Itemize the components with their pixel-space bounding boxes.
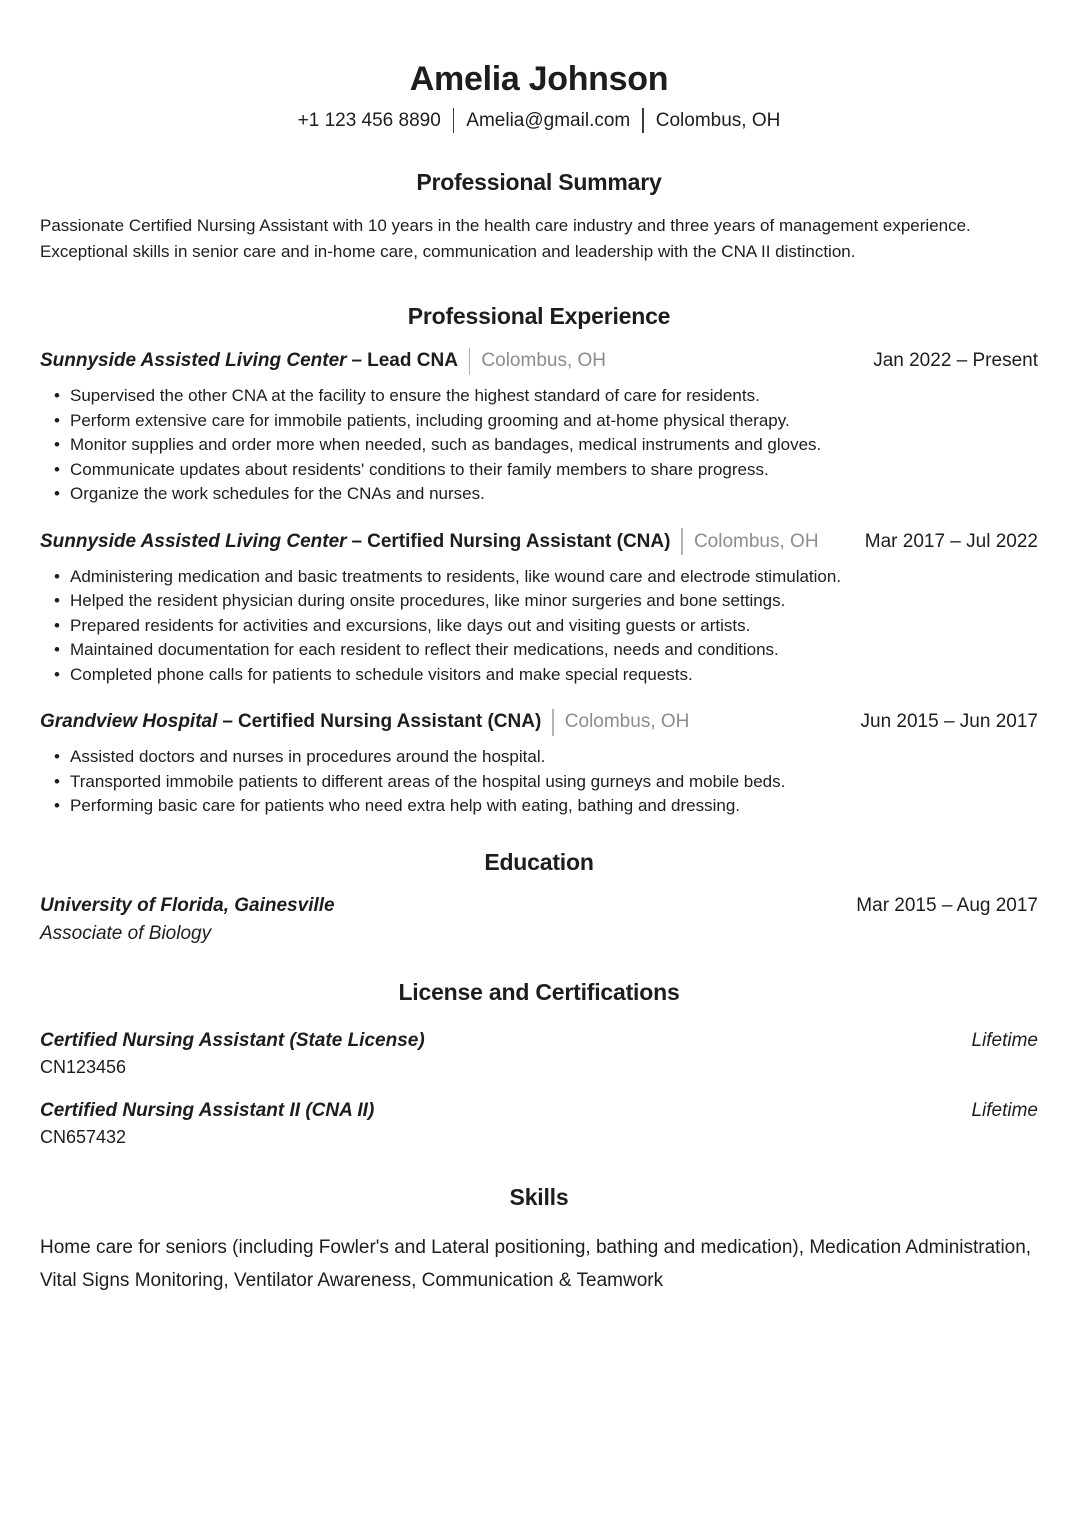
job-bullet: • Communicate updates about residents' conditions to their family members to share progress. [40, 458, 1038, 483]
section-education [40, 849, 1038, 945]
job-header [40, 708, 1038, 736]
job-bullet: • Monitor supplies and order more when needed, such as bandages, medical instruments and gloves. [40, 433, 1038, 458]
contact-phone: +1 123 456 8890 [297, 109, 441, 131]
job-divider [552, 709, 554, 736]
job-dates: Jan 2022 – Present [873, 350, 1038, 372]
job-header [40, 528, 1038, 556]
job-divider [469, 348, 471, 375]
job-dash: – [351, 350, 363, 372]
education-degree: Associate of Biology [40, 922, 212, 944]
education-entry [40, 895, 1038, 917]
certification-entry [40, 1030, 1038, 1078]
certification-validity: Lifetime [971, 1029, 1038, 1051]
education-school: University of Florida, Gainesville [40, 894, 335, 916]
job-bullet-list [40, 745, 1038, 819]
job-company: Grandview Hospital [40, 711, 218, 733]
job-role: Certified Nursing Assistant (CNA) [367, 530, 671, 552]
job-bullet: • Completed phone calls for patients to schedule visitors and make special requests. [40, 663, 1038, 688]
job-bullet: • Prepared residents for activities and excursions, like days out and visiting guests or artists. [40, 614, 1038, 639]
job-entry [40, 347, 1038, 507]
job-dates: Jun 2015 – Jun 2017 [860, 711, 1038, 733]
certification-row [40, 1100, 1038, 1122]
job-bullet-list [40, 384, 1038, 507]
skills-heading: Skills [509, 1183, 569, 1210]
contact-email: Amelia@gmail.com [466, 109, 631, 131]
job-bullet: • Assisted doctors and nurses in procedures around the hospital. [40, 745, 1038, 770]
job-bullet: • Perform extensive care for immobile patients, including grooming and at-home physical therapy. [40, 409, 1038, 434]
certification-validity: Lifetime [971, 1099, 1038, 1121]
section-certifications [40, 979, 1038, 1148]
contact-line [40, 108, 1038, 133]
job-location: Colombus, OH [564, 711, 690, 733]
resume-header [40, 60, 1038, 133]
job-company: Sunnyside Assisted Living Center [40, 530, 347, 552]
candidate-name: Amelia Johnson [409, 60, 669, 98]
job-bullet: • Helped the resident physician during onsite procedures, like minor surgeries and bone settings. [40, 589, 1038, 614]
summary-heading: Professional Summary [416, 169, 662, 196]
job-entry [40, 528, 1038, 688]
job-bullet: • Administering medication and basic treatments to residents, like wound care and electrode stimulation. [40, 565, 1038, 590]
summary-text: Passionate Certified Nursing Assistant with 10 years in the health care industry and three years of management experience. Exceptional skills in senior care and in-home care, communication and leadership with the CNA II distinction. [40, 216, 971, 262]
contact-divider [453, 108, 455, 133]
section-professional-summary [40, 169, 1038, 265]
job-bullet: • Organize the work schedules for the CNAs and nurses. [40, 482, 1038, 507]
job-entry [40, 708, 1038, 819]
job-dash: – [222, 711, 233, 733]
job-bullet: • Transported immobile patients to different areas of the hospital using gurneys and mobile beds. [40, 770, 1038, 795]
certification-row [40, 1030, 1038, 1052]
job-bullet: • Performing basic care for patients who need extra help with eating, bathing and dressing. [40, 794, 1038, 819]
job-company: Sunnyside Assisted Living Center [40, 350, 347, 372]
job-role: Certified Nursing Assistant (CNA) [237, 711, 542, 733]
certification-entry [40, 1100, 1038, 1148]
contact-divider [642, 108, 644, 133]
experience-heading: Professional Experience [407, 303, 671, 330]
section-skills [40, 1184, 1038, 1297]
skills-text: Home care for seniors (including Fowler's and Lateral positioning, bathing and medication), Medication Administration, Vital Signs Monitoring, Ventilator Awareness, Communication & Teamwork [40, 1236, 1032, 1291]
certification-number: CN657432 [40, 1126, 127, 1147]
education-heading: Education [484, 848, 594, 875]
job-location: Colombus, OH [693, 530, 819, 552]
job-bullet-list [40, 565, 1038, 688]
education-dates: Mar 2015 – Aug 2017 [856, 894, 1038, 916]
certification-title: Certified Nursing Assistant II (CNA II) [40, 1099, 375, 1121]
job-divider [681, 528, 683, 555]
job-role: Lead CNA [367, 350, 458, 372]
certifications-heading: License and Certifications [398, 978, 680, 1005]
contact-location: Colombus, OH [655, 109, 781, 131]
job-location: Colombus, OH [481, 350, 607, 372]
job-dates: Mar 2017 – Jul 2022 [864, 530, 1038, 552]
job-bullet: • Maintained documentation for each resident to reflect their medications, needs and conditions. [40, 638, 1038, 663]
job-dash: – [351, 530, 363, 552]
certification-number: CN123456 [40, 1056, 127, 1077]
section-professional-experience [40, 303, 1038, 819]
job-bullet: • Supervised the other CNA at the facility to ensure the highest standard of care for residents. [40, 384, 1038, 409]
job-header [40, 347, 1038, 375]
certification-title: Certified Nursing Assistant (State License) [40, 1029, 425, 1051]
